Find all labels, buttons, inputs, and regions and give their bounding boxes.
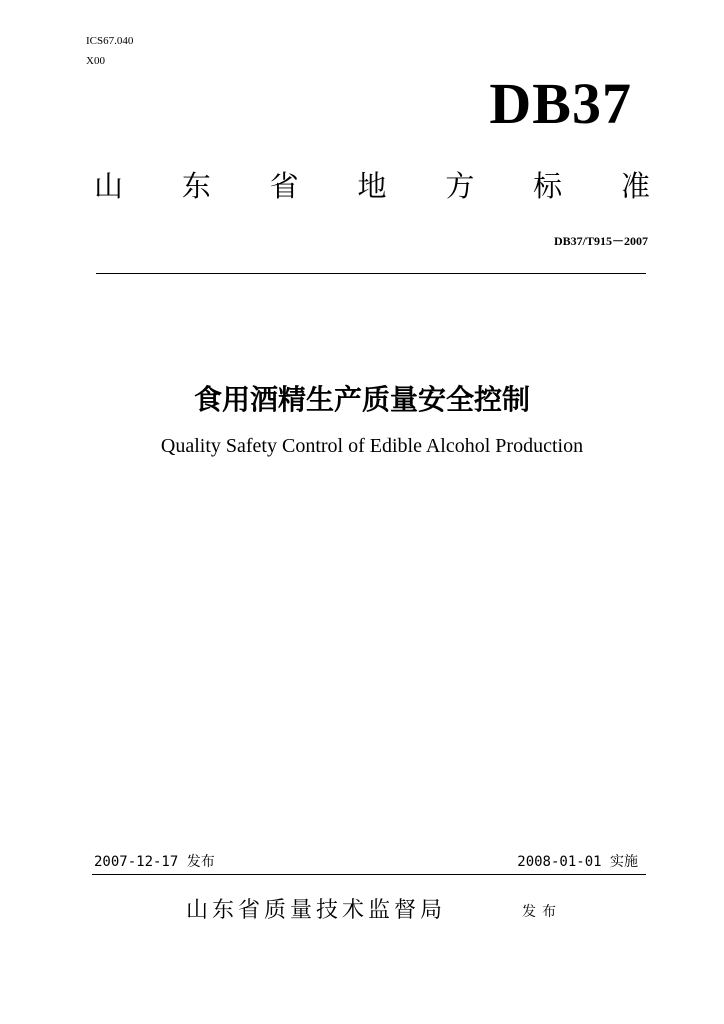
classification-code: X00 (86, 55, 105, 67)
standard-type-char: 东 (181, 169, 211, 203)
issuing-authority: 山东省质量技术监督局 (186, 898, 447, 923)
standard-type-char: 标 (533, 169, 563, 203)
implement-date (517, 852, 638, 872)
footer-divider (92, 874, 646, 875)
publish-date (94, 852, 215, 872)
standard-type-char: 准 (620, 169, 650, 203)
implement-date-value: 2008-01-01 (517, 854, 602, 870)
standard-type-char: 方 (445, 169, 475, 203)
publish-date-value: 2007-12-17 (94, 854, 179, 870)
publish-date-label: 发布 (186, 854, 215, 870)
document-title-english: Quality Safety Control of Edible Alcohol Production (160, 435, 584, 457)
standard-logo: DB37 (489, 71, 632, 136)
standard-type-char: 山 (94, 169, 124, 203)
issuing-authority-suffix: 发布 (522, 904, 562, 920)
document-title-chinese: 食用酒精生产质量安全控制 (193, 383, 530, 416)
standard-type-char: 地 (357, 169, 387, 203)
standard-type-char: 省 (269, 169, 299, 203)
header-divider (96, 273, 646, 274)
standard-type-heading (94, 168, 650, 204)
ics-code: ICS67.040 (86, 35, 134, 47)
standard-number: DB37/T915－2007 (553, 234, 648, 248)
implement-date-label: 实施 (610, 854, 638, 870)
